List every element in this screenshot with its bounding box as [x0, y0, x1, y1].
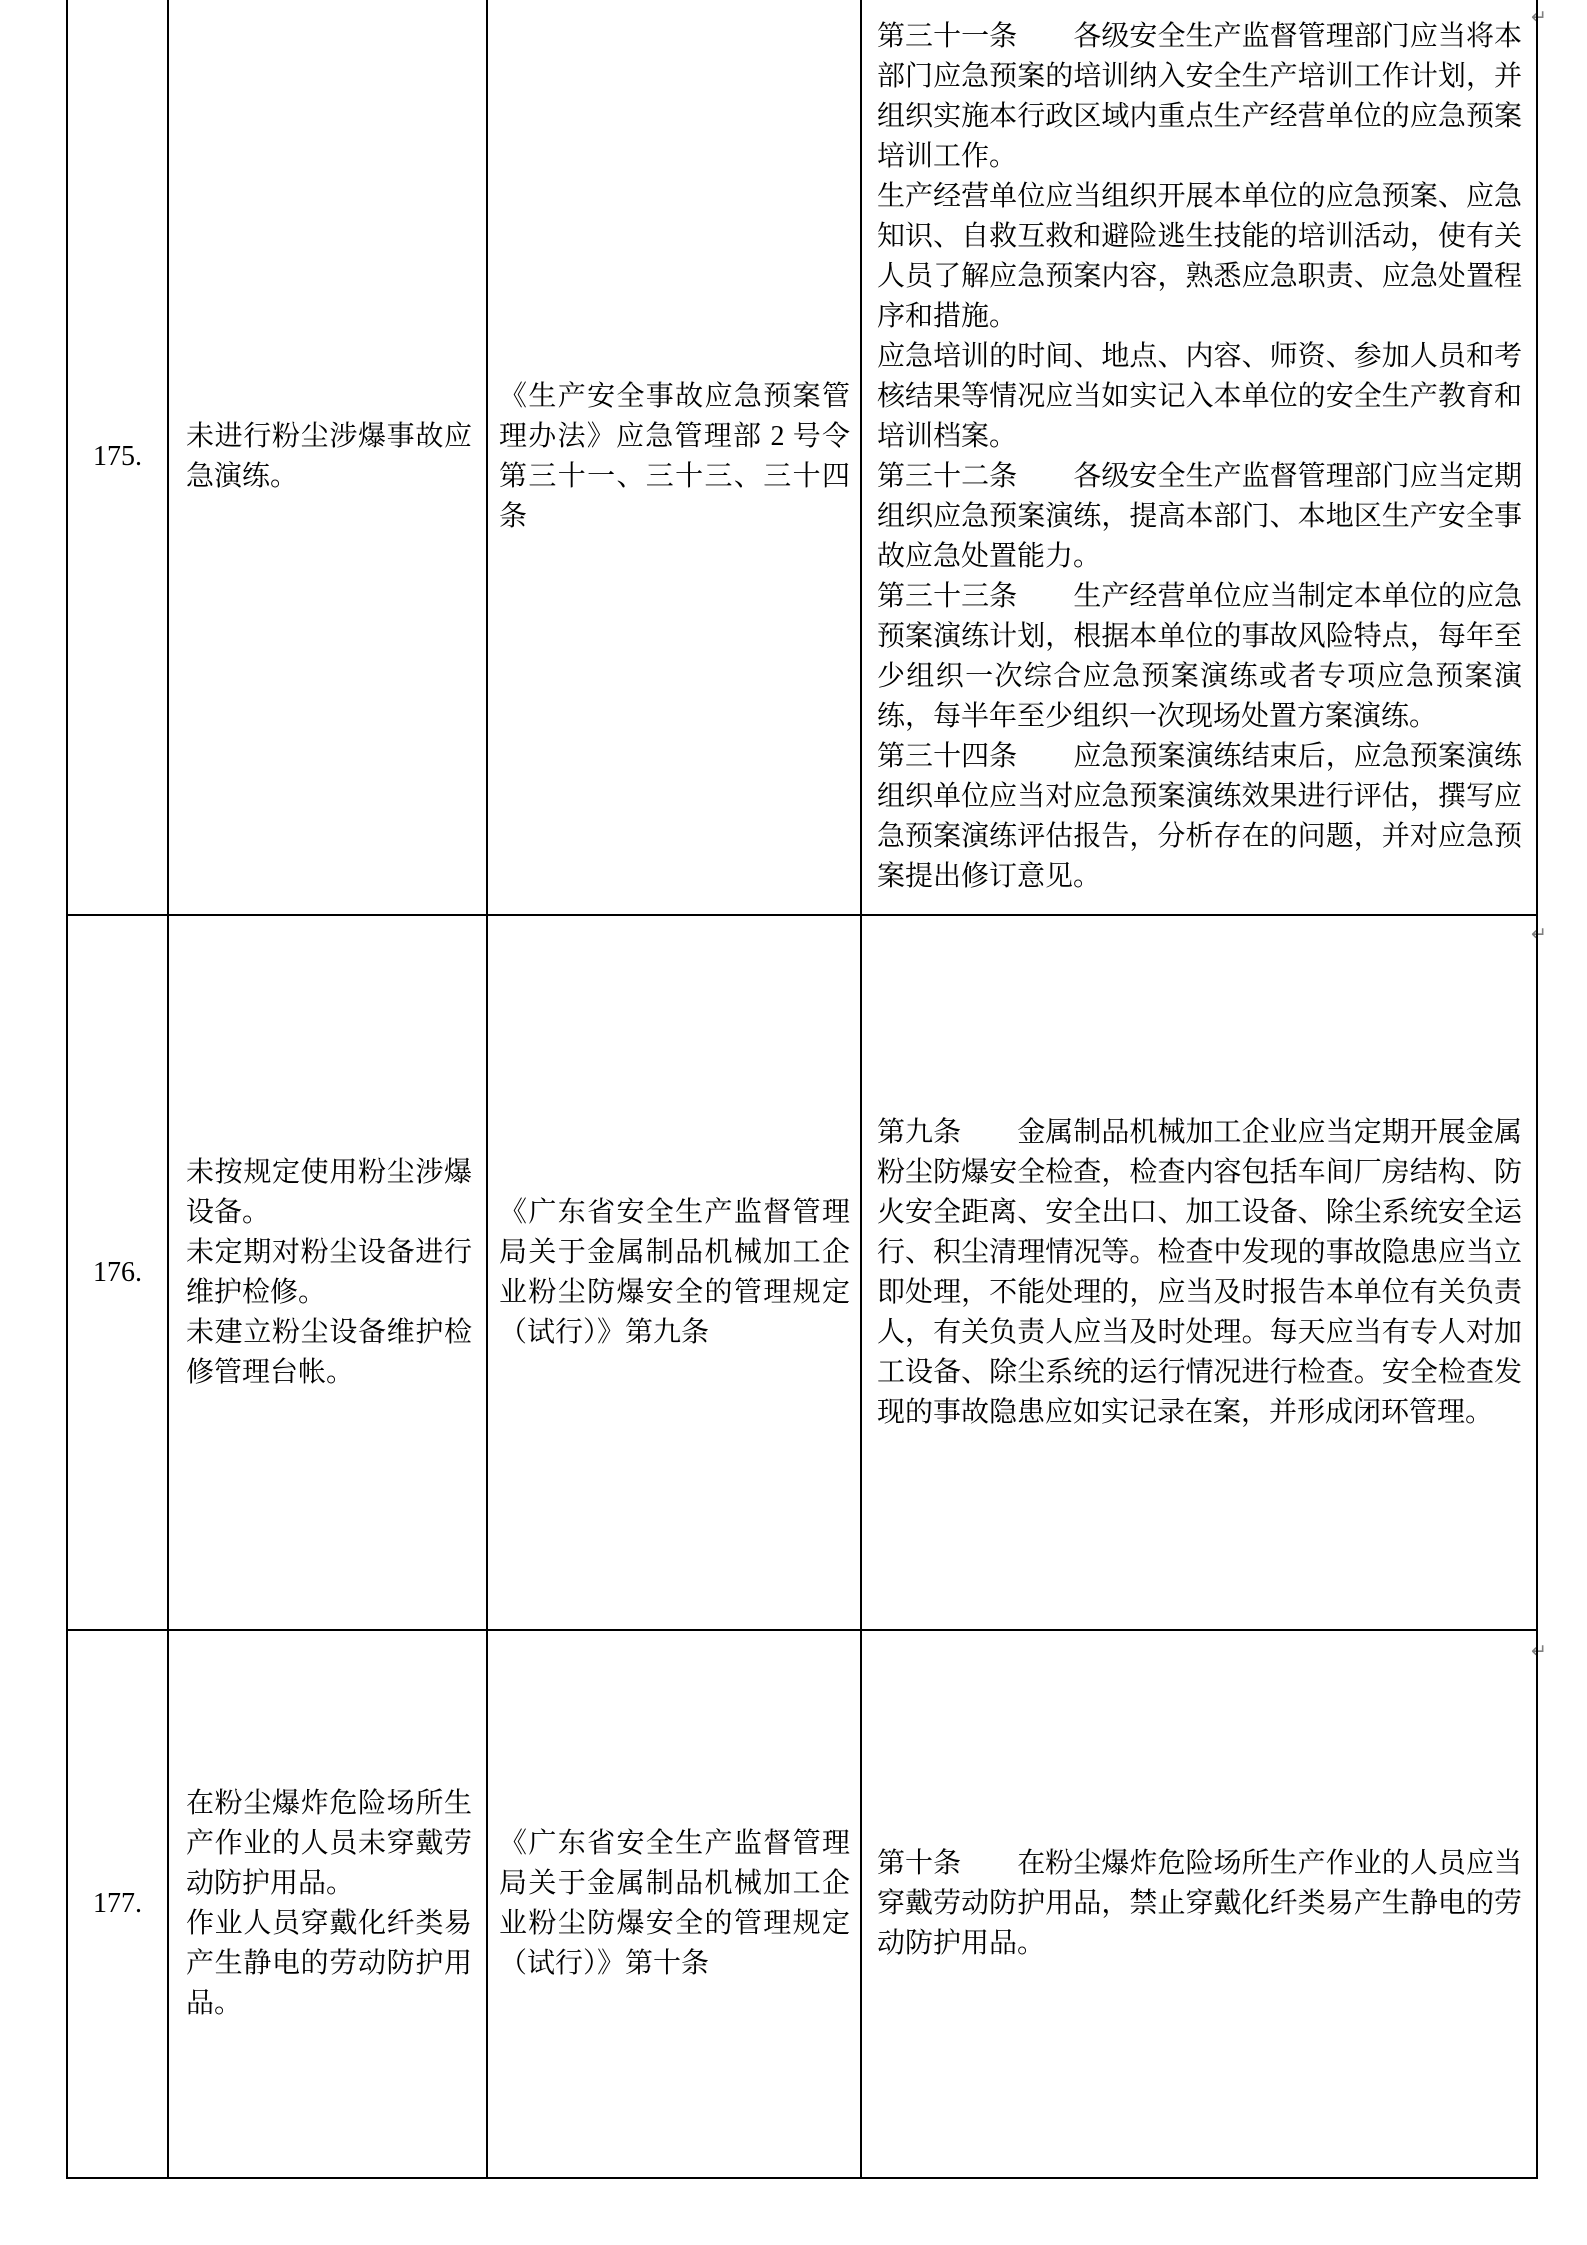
regulation-paragraph: 第三十四条 应急预案演练结束后，应急预案演练组织单位应当对应急预案演练效果进行评估，撰写应急预案演练评估报告，分析存在的问题，并对应急预案提出修订意见。 — [877, 741, 1522, 892]
table-row-177 — [67, 1630, 1537, 2178]
cell-regulation-text — [861, 915, 1537, 1630]
cell-legal-basis — [487, 0, 861, 915]
row-number: 175. — [93, 441, 142, 472]
regulation-table — [66, 0, 1538, 2179]
row-end-marker: ↵ — [1531, 923, 1547, 945]
issue-text: 未建立粉尘设备维护检修管理台帐。 — [186, 1316, 472, 1388]
issue-text: 未定期对粉尘设备进行维护检修。 — [186, 1236, 472, 1308]
issue-text: 作业人员穿戴化纤类易产生静电的劳动防护用品。 — [186, 1908, 472, 2019]
regulation-paragraph: 生产经营单位应当组织开展本单位的应急预案、应急知识、自救互救和避险逃生技能的培训活动，使有关人员了解应急预案内容，熟悉应急职责、应急处置程序和措施。 — [877, 181, 1522, 332]
regulation-paragraph: 第十条 在粉尘爆炸危险场所生产作业的人员应当穿戴劳动防护用品，禁止穿戴化纤类易产生静电的劳动防护用品。 — [877, 1848, 1522, 1959]
issue-text: 未进行粉尘涉爆事故应急演练。 — [186, 421, 472, 492]
row-number: 177. — [93, 1888, 142, 1919]
cell-issue-description — [168, 1630, 487, 2178]
row-end-marker: ↵ — [1531, 1640, 1547, 1662]
cell-issue-description — [168, 915, 487, 1630]
cell-legal-basis — [487, 915, 861, 1630]
cell-row-number — [67, 915, 168, 1630]
issue-text: 未按规定使用粉尘涉爆设备。 — [186, 1156, 472, 1228]
table-row-175 — [67, 0, 1537, 915]
regulation-paragraph: 第三十二条 各级安全生产监督管理部门应当定期组织应急预案演练，提高本部门、本地区生产安全事故应急处置能力。 — [877, 461, 1522, 572]
legal-basis-text: 《生产安全事故应急预案管理办法》应急管理部 2 号令第三十一、三十三、三十四条 — [499, 381, 850, 532]
cell-row-number — [67, 0, 168, 915]
cell-row-number — [67, 1630, 168, 2178]
cell-legal-basis — [487, 1630, 861, 2178]
row-number: 176. — [93, 1256, 142, 1288]
regulation-paragraph: 第三十三条 生产经营单位应当制定本单位的应急预案演练计划，根据本单位的事故风险特点，每年至少组织一次综合应急预案演练或者专项应急预案演练，每半年至少组织一次现场处置方案演练。 — [877, 581, 1522, 732]
cell-regulation-text — [861, 1630, 1537, 2178]
regulation-paragraph: 第九条 金属制品机械加工企业应当定期开展金属粉尘防爆安全检查，检查内容包括车间厂房结构、防火安全距离、安全出口、加工设备、除尘系统安全运行、积尘清理情况等。检查中发现的事故隐患应当立即处理，不能处理的，应当及时报告本单位有关负责人，有关负责人应当及时处理。每天应当有专人对加工设备、除尘系统的运行情况进行检查。安全检查发现的事故隐患应如实记录在案，并形成闭环管理。 — [877, 1116, 1522, 1428]
legal-basis-text: 《广东省安全生产监督管理局关于金属制品机械加工企业粉尘防爆安全的管理规定（试行）》第十条 — [499, 1828, 850, 1979]
table-row-176 — [67, 915, 1537, 1630]
regulation-paragraph: 第三十一条 各级安全生产监督管理部门应当将本部门应急预案的培训纳入安全生产培训工作计划，并组织实施本行政区域内重点生产经营单位的应急预案培训工作。 — [877, 21, 1522, 172]
row-end-marker: ↵ — [1531, 6, 1547, 28]
issue-text: 在粉尘爆炸危险场所生产作业的人员未穿戴劳动防护用品。 — [186, 1788, 472, 1899]
regulation-paragraph: 应急培训的时间、地点、内容、师资、参加人员和考核结果等情况应当如实记入本单位的安全生产教育和培训档案。 — [877, 341, 1522, 452]
cell-regulation-text — [861, 0, 1537, 915]
cell-issue-description — [168, 0, 487, 915]
legal-basis-text: 《广东省安全生产监督管理局关于金属制品机械加工企业粉尘防爆安全的管理规定（试行）》第九条 — [499, 1196, 850, 1348]
